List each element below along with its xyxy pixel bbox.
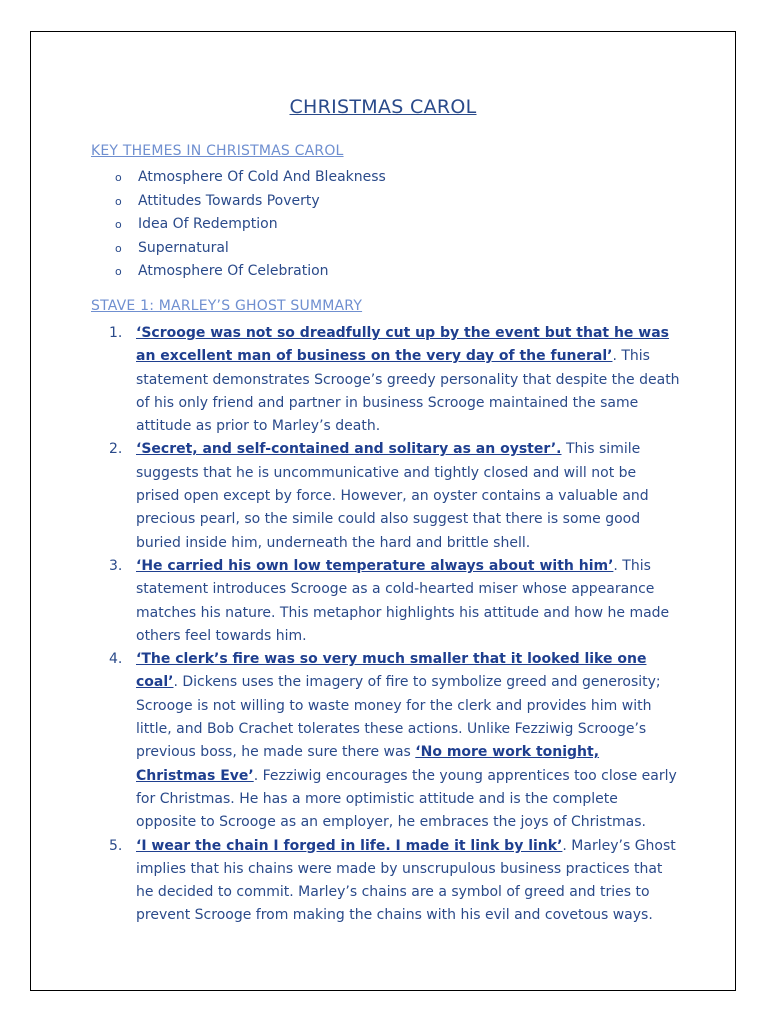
- theme-label: Atmosphere Of Celebration: [138, 263, 329, 279]
- circle-bullet-icon: o: [115, 171, 122, 184]
- commentary: . This statement introduces Scrooge as a cold-hearted miser whose appearance matches his nature. This metaphor highlights his attitude and how he made others feel towards him.: [136, 557, 670, 644]
- quote: ‘Scrooge was not so dreadfully cut up by the event but that he was an excellent man of business on the very day of the funeral’: [136, 325, 670, 365]
- commentary: . This statement demonstrates Scrooge’s greedy personality that despite the death of his only friend and partner in business Scrooge maintained the same attitude as prior to Marley’s death.: [136, 348, 680, 435]
- summary-item: [31, 438, 681, 554]
- summary-item: [31, 835, 681, 928]
- summary-item: [31, 648, 681, 834]
- theme-label: Supernatural: [138, 239, 229, 256]
- circle-bullet-icon: o: [115, 218, 122, 231]
- stave-heading: STAVE 1: MARLEY’S GHOST SUMMARY: [91, 298, 363, 314]
- themes-list: [31, 166, 386, 284]
- page-title: CHRISTMAS CAROL: [289, 96, 477, 118]
- summary-item: [31, 555, 681, 648]
- quote: ‘He carried his own low temperature always about with him’: [136, 557, 614, 574]
- item-number: 1.: [109, 325, 123, 341]
- quote: ‘The clerk’s fire was so very much smaller that it looked like one coal’: [136, 651, 647, 691]
- theme-label: Idea Of Redemption: [138, 216, 278, 232]
- commentary: . Fezziwig encourages the young apprentices too close early for Christmas. He has a more optimistic attitude and is the complete opposite to Scrooge as an employer, he embraces the joys of Christmas.: [136, 767, 677, 831]
- item-number: 5.: [109, 837, 123, 854]
- theme-label: Attitudes Towards Poverty: [138, 192, 320, 209]
- quote: ‘No more work tonight, Christmas Eve’: [136, 744, 600, 784]
- item-number: 3.: [109, 557, 123, 574]
- list-item: [31, 213, 386, 237]
- list-item: [31, 260, 386, 284]
- commentary: . Marley’s Ghost implies that his chains were made by unscrupulous business practices that he decided to commit. Marley’s chains are a symbol of greed and tries to prevent Scrooge from making the chains with his evil and covetous ways.: [136, 837, 676, 924]
- list-item: [31, 166, 386, 190]
- theme-label: Atmosphere Of Cold And Bleakness: [138, 169, 386, 185]
- circle-bullet-icon: o: [115, 265, 122, 278]
- summary-item: [31, 322, 681, 438]
- document-page: [30, 31, 736, 991]
- circle-bullet-icon: o: [115, 194, 122, 208]
- circle-bullet-icon: o: [115, 241, 122, 255]
- quote: ‘Secret, and self-contained and solitary as an oyster’.: [136, 441, 562, 458]
- themes-heading: KEY THEMES IN CHRISTMAS CAROL: [91, 143, 344, 159]
- commentary: . Dickens uses the imagery of fire to symbolize greed and generosity; Scrooge is not willing to waste money for the clerk and provides him with little, and Bob Crachet tolerates these actions. Unlike Fezziwig Scrooge’s previous boss, he made sure there was: [136, 674, 661, 761]
- commentary: This simile suggests that he is uncommunicative and tightly closed and will not be prised open except by force. However, an oyster contains a valuable and precious pearl, so the simile could also suggest that there is some good buried inside him, underneath the hard and brittle shell.: [136, 441, 649, 551]
- list-item: [31, 237, 386, 261]
- list-item: [31, 190, 386, 214]
- summary-list: [31, 322, 737, 928]
- item-number: 2.: [109, 441, 123, 458]
- item-number: 4.: [109, 651, 123, 668]
- quote: ‘I wear the chain I forged in life. I made it link by link’: [136, 837, 563, 854]
